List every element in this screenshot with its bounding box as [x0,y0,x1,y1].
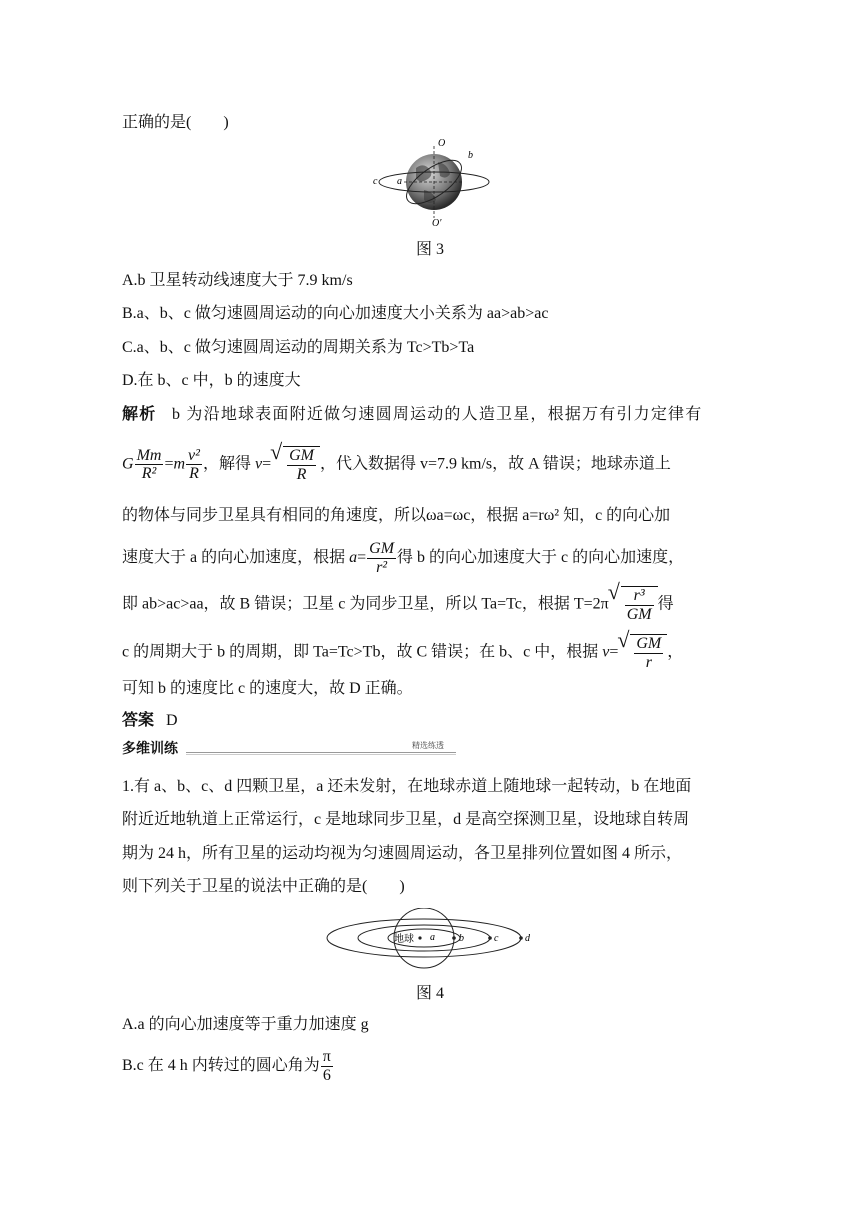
analysis-text-6a: c 的周期大于 b 的周期，即 Ta=Tc>Tb，故 C 错误；在 b、c 中，根据 [122,643,599,661]
label-c: c [373,176,378,187]
analysis-text-1: b 为沿地球表面附近做匀速圆周运动的人造卫星，根据万有引力定律有 [172,406,703,423]
option-2b-text: B.c 在 4 h 内转过的圆心角为 [122,1056,320,1074]
label-earth: 地球 [394,934,414,945]
option-1d: D.在 b、c 中，b 的速度大 [122,372,301,389]
label-O: O [438,138,446,149]
analysis-line-3: 的物体与同步卫星具有相同的角速度，所以ωa=ωc，根据 a=rω² 知，c 的向心加 [122,507,671,524]
figure-4-caption: 图 4 [415,985,444,1002]
q2-line-1: 1.有 a、b、c、d 四颗卫星，a 还未发射，在地球赤道上随地球一起转动，b 在地面 [122,778,692,795]
label-b: b [468,150,473,161]
option-2a: A.a 的向心加速度等于重力加速度 g [122,1016,369,1033]
q2-line-3: 期为 24 h，所有卫星的运动均视为匀速圆周运动，各卫星排列位置如图 4 所示， [122,845,683,862]
analysis-line-2: G $\frac{Mm}{\text{R²}}$ =m $\frac{\text{v²}}{R}$ ，解得 v= √ $\frac{GM}{R}$ ，代入数据得 v=7.9 km/s，故 A 错误；地球赤道上 [122,446,740,483]
option-1b: B.a、b、c 做匀速圆周运动的向心加速度大小关系为 aa>ab>ac [122,305,549,322]
analysis-text-5a: 即 ab>ac>aa，故 B 错误；卫星 c 为同步卫星，所以 Ta=Tc，根据 T=2π [122,595,609,613]
analysis-line-6: c 的周期大于 b 的周期，即 Ta=Tc>Tb，故 C 错误；在 b、c 中，根据 v= √ $\frac{GM}{r}$ ， [122,634,740,671]
option-2b-frac-den: 6 [322,1066,331,1084]
option-2b [122,1048,334,1084]
analysis-line-4: 速度大于 a 的向心加速度，根据 a= $\frac{GM}{\text{r²}}$ 得 b 的向心加速度大于 c 的向心加速度， [122,540,685,576]
figure-3-globe [368,132,492,228]
option-2b-frac-num: π [322,1048,331,1065]
label-a: a [430,932,435,943]
analysis-text-4a: 速度大于 a 的向心加速度，根据 [122,548,346,566]
label-O-prime: O′ [432,218,442,228]
label-b: b [459,933,464,944]
question-tail: 正确的是( ) [122,114,229,131]
analysis-text-5b: 得 [657,595,674,613]
label-a: a [397,176,402,187]
answer-label: 答案 [122,712,155,729]
analysis-text-4b: 得 b 的向心加速度大于 c 的向心加速度， [397,548,685,566]
q2-line-4: 则下列关于卫星的说法中正确的是( ) [122,878,405,895]
section-tag: 精选练透 [412,741,444,750]
figure-3-caption: 图 3 [415,241,444,258]
section-title: 多维训练 [122,740,178,756]
option-1c: C.a、b、c 做匀速圆周运动的周期关系为 Tc>Tb>Ta [122,339,475,356]
label-c: c [494,933,499,944]
analysis-text-6b: ， [667,643,684,661]
answer-line [122,710,178,732]
analysis-line-5: 即 ab>ac>aa，故 B 错误；卫星 c 为同步卫星，所以 Ta=Tc，根据 T=2π √ $\frac{\text{r³}}{GM}$ 得 [122,586,740,623]
option-1a: A.b 卫星转动线速度大于 7.9 km/s [122,272,353,289]
section-header [120,742,460,756]
analysis-label: 解析 [122,406,157,423]
q2-line-2: 附近近地轨道上正常运行，c 是地球同步卫星，d 是高空探测卫星，设地球自转周 [122,811,690,828]
label-d: d [525,933,530,944]
answer-value: D [166,712,178,729]
figure-4-orbits [324,908,542,970]
analysis-text-2a: ，解得 [202,455,251,473]
analysis-text-2b: ，代入数据得 v=7.9 km/s，故 A 错误；地球赤道上 [320,455,671,473]
analysis-line-1 [122,404,740,426]
analysis-line-7: 可知 b 的速度比 c 的速度大，故 D 正确。 [122,680,413,697]
